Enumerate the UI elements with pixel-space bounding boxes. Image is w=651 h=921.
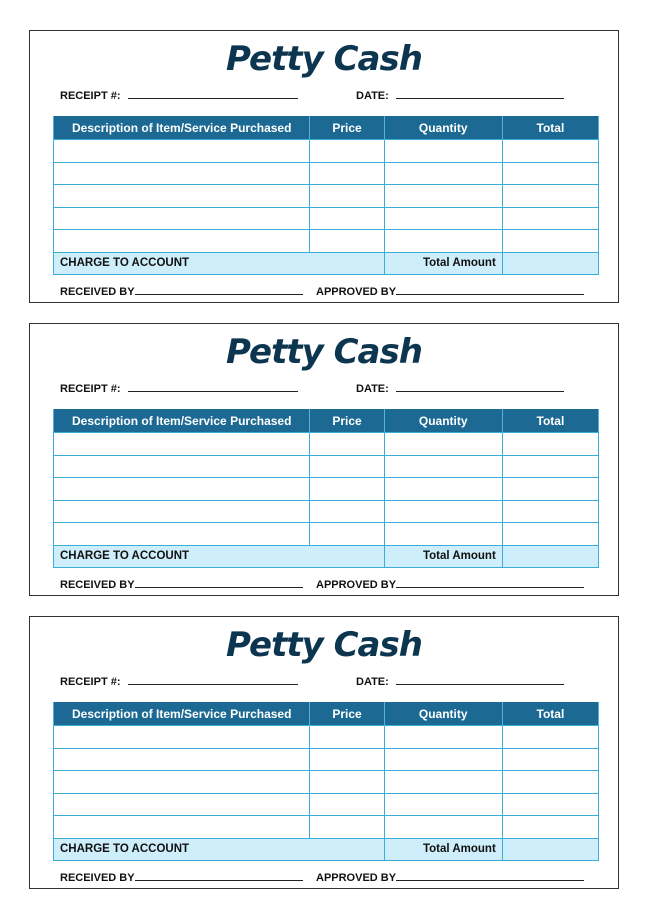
- price-cell[interactable]: [310, 523, 384, 546]
- price-cell[interactable]: [310, 478, 384, 501]
- date-field: [356, 673, 564, 688]
- total-cell[interactable]: [502, 162, 598, 185]
- description-cell[interactable]: [54, 433, 310, 456]
- receipt-number-label: RECEIPT #:: [60, 676, 121, 688]
- total-cell[interactable]: [502, 230, 598, 253]
- column-header-price: Price: [310, 117, 384, 140]
- column-header-quantity: Quantity: [384, 410, 502, 433]
- approved-by-label: APPROVED BY: [316, 286, 397, 298]
- column-header-total: Total: [502, 117, 598, 140]
- table-row: [54, 433, 599, 456]
- description-cell[interactable]: [54, 478, 310, 501]
- quantity-cell[interactable]: [384, 207, 502, 230]
- price-cell[interactable]: [310, 816, 384, 839]
- received-by-label: RECEIVED BY: [60, 872, 135, 884]
- quantity-cell[interactable]: [384, 230, 502, 253]
- quantity-cell[interactable]: [384, 185, 502, 208]
- approved-by-line[interactable]: [396, 576, 584, 588]
- total-cell[interactable]: [502, 793, 598, 816]
- table-row: [54, 478, 599, 501]
- table-footer-row: [54, 838, 599, 860]
- price-cell[interactable]: [310, 185, 384, 208]
- total-amount-cell[interactable]: [502, 252, 598, 274]
- table-row: [54, 726, 599, 749]
- date-field: [356, 380, 564, 395]
- table-row: [54, 185, 599, 208]
- total-cell[interactable]: [502, 140, 598, 163]
- total-cell[interactable]: [502, 433, 598, 456]
- price-cell[interactable]: [310, 207, 384, 230]
- petty-cash-slip: [29, 616, 619, 889]
- slip-title: Petty Cash: [226, 39, 422, 79]
- total-cell[interactable]: [502, 207, 598, 230]
- receipt-number-line[interactable]: [128, 673, 298, 685]
- date-label: DATE:: [356, 676, 389, 688]
- quantity-cell[interactable]: [384, 793, 502, 816]
- description-cell[interactable]: [54, 726, 310, 749]
- table-footer-row: [54, 252, 599, 274]
- price-cell[interactable]: [310, 140, 384, 163]
- table-row: [54, 793, 599, 816]
- price-cell[interactable]: [310, 500, 384, 523]
- date-line[interactable]: [396, 673, 564, 685]
- table-header-row: [54, 117, 599, 140]
- price-cell[interactable]: [310, 726, 384, 749]
- total-amount-label: Total Amount: [384, 252, 502, 274]
- quantity-cell[interactable]: [384, 816, 502, 839]
- approved-by-label: APPROVED BY: [316, 872, 397, 884]
- table-row: [54, 816, 599, 839]
- description-cell[interactable]: [54, 793, 310, 816]
- description-cell[interactable]: [54, 500, 310, 523]
- total-amount-label: Total Amount: [384, 838, 502, 860]
- received-by-field: [60, 283, 303, 298]
- column-header-quantity: Quantity: [384, 703, 502, 726]
- approved-by-line[interactable]: [396, 283, 584, 295]
- quantity-cell[interactable]: [384, 140, 502, 163]
- purchase-table: [53, 409, 599, 568]
- petty-cash-slip: [29, 323, 619, 596]
- receipt-number-field: [60, 673, 298, 688]
- table-row: [54, 162, 599, 185]
- total-amount-cell[interactable]: [502, 838, 598, 860]
- receipt-number-field: [60, 87, 298, 102]
- table-row: [54, 230, 599, 253]
- total-cell[interactable]: [502, 748, 598, 771]
- price-cell[interactable]: [310, 162, 384, 185]
- column-header-description: Description of Item/Service Purchased: [54, 703, 310, 726]
- column-header-price: Price: [310, 703, 384, 726]
- received-by-label: RECEIVED BY: [60, 579, 135, 591]
- total-cell[interactable]: [502, 185, 598, 208]
- total-amount-cell[interactable]: [502, 545, 598, 567]
- receipt-number-label: RECEIPT #:: [60, 383, 121, 395]
- quantity-cell[interactable]: [384, 455, 502, 478]
- price-cell[interactable]: [310, 771, 384, 794]
- charge-to-account-label: CHARGE TO ACCOUNT: [54, 545, 385, 567]
- approved-by-field: [316, 283, 584, 298]
- total-cell[interactable]: [502, 523, 598, 546]
- date-label: DATE:: [356, 383, 389, 395]
- description-cell[interactable]: [54, 816, 310, 839]
- total-amount-label: Total Amount: [384, 545, 502, 567]
- quantity-cell[interactable]: [384, 748, 502, 771]
- approved-by-field: [316, 869, 584, 884]
- date-line[interactable]: [396, 380, 564, 392]
- table-row: [54, 500, 599, 523]
- description-cell[interactable]: [54, 207, 310, 230]
- column-header-quantity: Quantity: [384, 117, 502, 140]
- quantity-cell[interactable]: [384, 433, 502, 456]
- table-row: [54, 523, 599, 546]
- slip-title: Petty Cash: [226, 625, 422, 665]
- received-by-line[interactable]: [135, 869, 303, 881]
- description-cell[interactable]: [54, 771, 310, 794]
- received-by-line[interactable]: [135, 576, 303, 588]
- received-by-field: [60, 869, 303, 884]
- approved-by-line[interactable]: [396, 869, 584, 881]
- date-field: [356, 87, 564, 102]
- date-line[interactable]: [396, 87, 564, 99]
- quantity-cell[interactable]: [384, 726, 502, 749]
- table-row: [54, 771, 599, 794]
- purchase-table: [53, 702, 599, 861]
- receipt-number-field: [60, 380, 298, 395]
- price-cell[interactable]: [310, 455, 384, 478]
- date-label: DATE:: [356, 90, 389, 102]
- table-footer-row: [54, 545, 599, 567]
- charge-to-account-label: CHARGE TO ACCOUNT: [54, 252, 385, 274]
- quantity-cell[interactable]: [384, 162, 502, 185]
- approved-by-field: [316, 576, 584, 591]
- total-cell[interactable]: [502, 726, 598, 749]
- description-cell[interactable]: [54, 162, 310, 185]
- received-by-line[interactable]: [135, 283, 303, 295]
- received-by-label: RECEIVED BY: [60, 286, 135, 298]
- quantity-cell[interactable]: [384, 500, 502, 523]
- price-cell[interactable]: [310, 433, 384, 456]
- column-header-description: Description of Item/Service Purchased: [54, 410, 310, 433]
- column-header-price: Price: [310, 410, 384, 433]
- total-cell[interactable]: [502, 771, 598, 794]
- description-cell[interactable]: [54, 140, 310, 163]
- quantity-cell[interactable]: [384, 478, 502, 501]
- table-row: [54, 207, 599, 230]
- total-cell[interactable]: [502, 500, 598, 523]
- receipt-number-line[interactable]: [128, 380, 298, 392]
- approved-by-label: APPROVED BY: [316, 579, 397, 591]
- table-row: [54, 455, 599, 478]
- total-cell[interactable]: [502, 816, 598, 839]
- receipt-number-line[interactable]: [128, 87, 298, 99]
- column-header-total: Total: [502, 410, 598, 433]
- description-cell[interactable]: [54, 185, 310, 208]
- description-cell[interactable]: [54, 455, 310, 478]
- total-cell[interactable]: [502, 455, 598, 478]
- description-cell[interactable]: [54, 523, 310, 546]
- table-row: [54, 140, 599, 163]
- price-cell[interactable]: [310, 793, 384, 816]
- price-cell[interactable]: [310, 748, 384, 771]
- slip-title: Petty Cash: [226, 332, 422, 372]
- received-by-field: [60, 576, 303, 591]
- table-header-row: [54, 703, 599, 726]
- table-row: [54, 748, 599, 771]
- petty-cash-slip: [29, 30, 619, 303]
- receipt-number-label: RECEIPT #:: [60, 90, 121, 102]
- description-cell[interactable]: [54, 748, 310, 771]
- column-header-description: Description of Item/Service Purchased: [54, 117, 310, 140]
- table-header-row: [54, 410, 599, 433]
- price-cell[interactable]: [310, 230, 384, 253]
- purchase-table: [53, 116, 599, 275]
- column-header-total: Total: [502, 703, 598, 726]
- quantity-cell[interactable]: [384, 771, 502, 794]
- total-cell[interactable]: [502, 478, 598, 501]
- quantity-cell[interactable]: [384, 523, 502, 546]
- description-cell[interactable]: [54, 230, 310, 253]
- charge-to-account-label: CHARGE TO ACCOUNT: [54, 838, 385, 860]
